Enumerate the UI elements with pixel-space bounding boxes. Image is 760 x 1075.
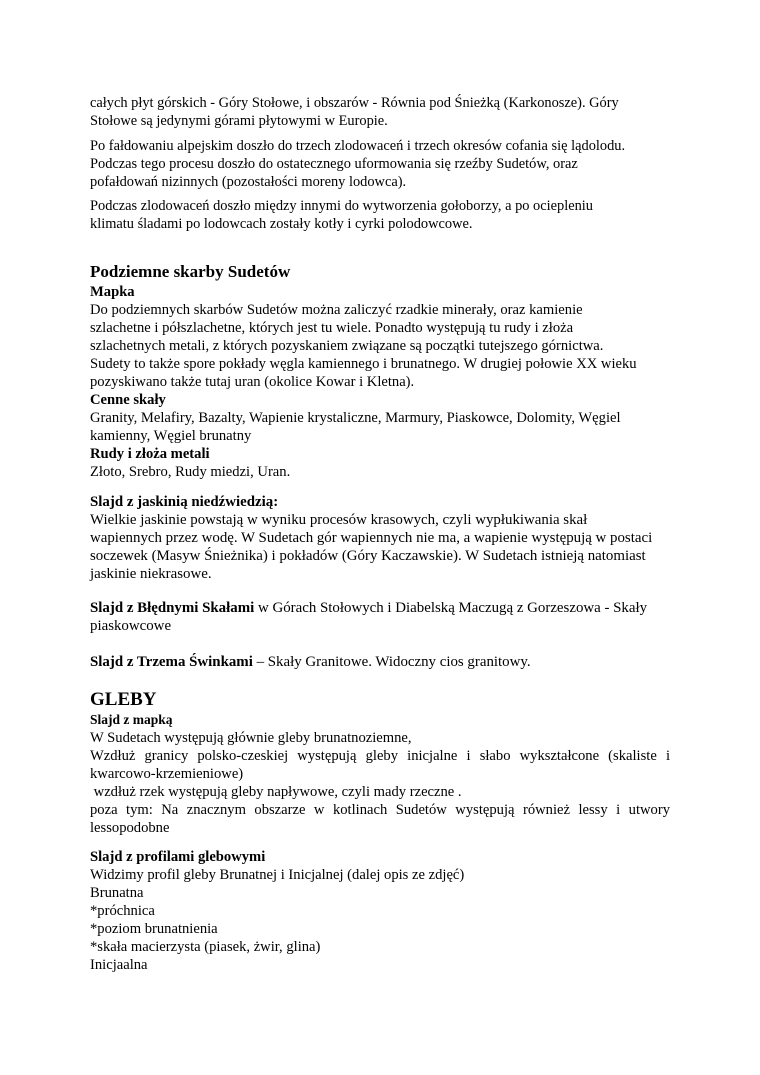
text-line: całych płyt górskich - Góry Stołowe, i obszarów - Równia pod Śnieżką (Karkonosze). Góry [90, 95, 619, 111]
text-line: W Sudetach występują głównie gleby brunatnoziemne, [90, 730, 412, 746]
text-line: Sudety to także spore pokłady węgla kamiennego i brunatnego. W drugiej połowie XX wieku [90, 356, 637, 372]
text-line: Do podziemnych skarbów Sudetów można zaliczyć rzadkie minerały, oraz kamienie [90, 302, 583, 318]
text-line: Stołowe są jedynymi górami płytowymi w Europie. [90, 113, 388, 129]
section-heading-skarby: Podziemne skarby Sudetów [90, 262, 291, 281]
text-line: wapiennych przez wodę. W Sudetach gór wapiennych nie ma, a wapienie występują w postaci [90, 530, 653, 546]
intro-paragraph-2 [90, 137, 670, 191]
text-line: Podczas zlodowaceń doszło między innymi do wytworzenia gołoborzy, a po ociepleniu [90, 198, 593, 214]
text-line: kamienny, Węgiel brunatny [90, 428, 252, 444]
gleby-section [90, 711, 670, 837]
text-line: Po fałdowaniu alpejskim doszło do trzech zlodowaceń i trzech okresów cofania się lądolodu. [90, 138, 626, 154]
bledne-rest: w Górach Stołowych i Diabelską Maczugą z Gorzeszowa - Skały [254, 600, 648, 616]
text-line: pozyskiwano także tutaj uran (okolice Kowar i Kletna). [90, 374, 415, 390]
text-line: Wzdłuż granicy polsko-czeskiej występują gleby inicjalne i słabo wykształcone (skaliste i [90, 748, 670, 764]
text-line: klimatu śladami po lodowcach zostały kotły i cyrki polodowcowe. [90, 216, 473, 232]
subheading-mapka: Mapka [90, 284, 135, 300]
subheading-profile: Slajd z profilami glebowymi [90, 849, 266, 865]
text-line: pofałdowań nizinnych (pozostałości moreny lodowca). [90, 174, 407, 190]
text-line: szlachetne i półszlachetne, których jest tu wiele. Ponadto występują tu rudy i złoża [90, 320, 574, 336]
text-line: *poziom brunatnienia [90, 921, 218, 937]
profile-section [90, 848, 670, 974]
text-line: kwarcowo-krzemieniowe) [90, 766, 244, 782]
text-line: Widzimy profil gleby Brunatnej i Inicjalnej (dalej opis ze zdjęć) [90, 867, 465, 883]
text-line: Złoto, Srebro, Rudy miedzi, Uran. [90, 464, 291, 480]
text-line [90, 599, 670, 617]
subheading-cenne-skaly: Cenne skały [90, 392, 166, 408]
section-heading-gleby: GLEBY [90, 689, 157, 710]
text-line: Brunatna [90, 885, 144, 901]
skarby-section [90, 283, 670, 481]
text-line: wzdłuż rzek występują gleby napływowe, czyli mady rzeczne . [90, 784, 462, 800]
trzy-swinki-paragraph [90, 653, 670, 671]
text-line: *skała macierzysta (piasek, żwir, glina) [90, 939, 321, 955]
swinki-lead: Slajd z Trzema Świnkami [90, 654, 253, 670]
text-line: poza tym: Na znacznym obszarze w kotlinach Sudetów występują również lessy i utwory [90, 802, 670, 818]
swinki-rest: – Skały Granitowe. Widoczny cios granitowy. [252, 654, 531, 670]
text-line: Granity, Melafiry, Bazalty, Wapienie krystaliczne, Marmury, Piaskowce, Dolomity, Węgiel [90, 410, 621, 426]
text-line: Inicjaalna [90, 957, 148, 973]
text-line: piaskowcowe [90, 618, 172, 634]
text-line: Wielkie jaskinie powstają w wyniku procesów krasowych, czyli wypłukiwania skał [90, 512, 588, 528]
text-line [90, 653, 670, 671]
text-line: szlachetnych metali, z których pozyskaniem związane są początki tutejszego górnictwa. [90, 338, 604, 354]
intro-paragraph-1 [90, 94, 670, 130]
subheading-jaskinia: Slajd z jaskinią niedźwiedzią: [90, 494, 279, 510]
subheading-mapka-gleby: Slajd z mapką [90, 712, 173, 727]
text-line: Podczas tego procesu doszło do ostatecznego uformowania się rzeźby Sudetów, oraz [90, 156, 578, 172]
text-line: jaskinie niekrasowe. [90, 566, 212, 582]
text-line: lessopodobne [90, 820, 170, 836]
bledne-skaly-paragraph [90, 599, 670, 635]
bledne-lead: Slajd z Błędnymi Skałami [90, 600, 255, 616]
subheading-rudy: Rudy i złoża metali [90, 446, 210, 462]
text-line: soczewek (Masyw Śnieżnika) i pokładów (Góry Kaczawskie). W Sudetach istnieją natomiast [90, 548, 646, 564]
text-line: *próchnica [90, 903, 155, 919]
intro-paragraph-3 [90, 197, 670, 233]
jaskinia-section [90, 493, 670, 583]
